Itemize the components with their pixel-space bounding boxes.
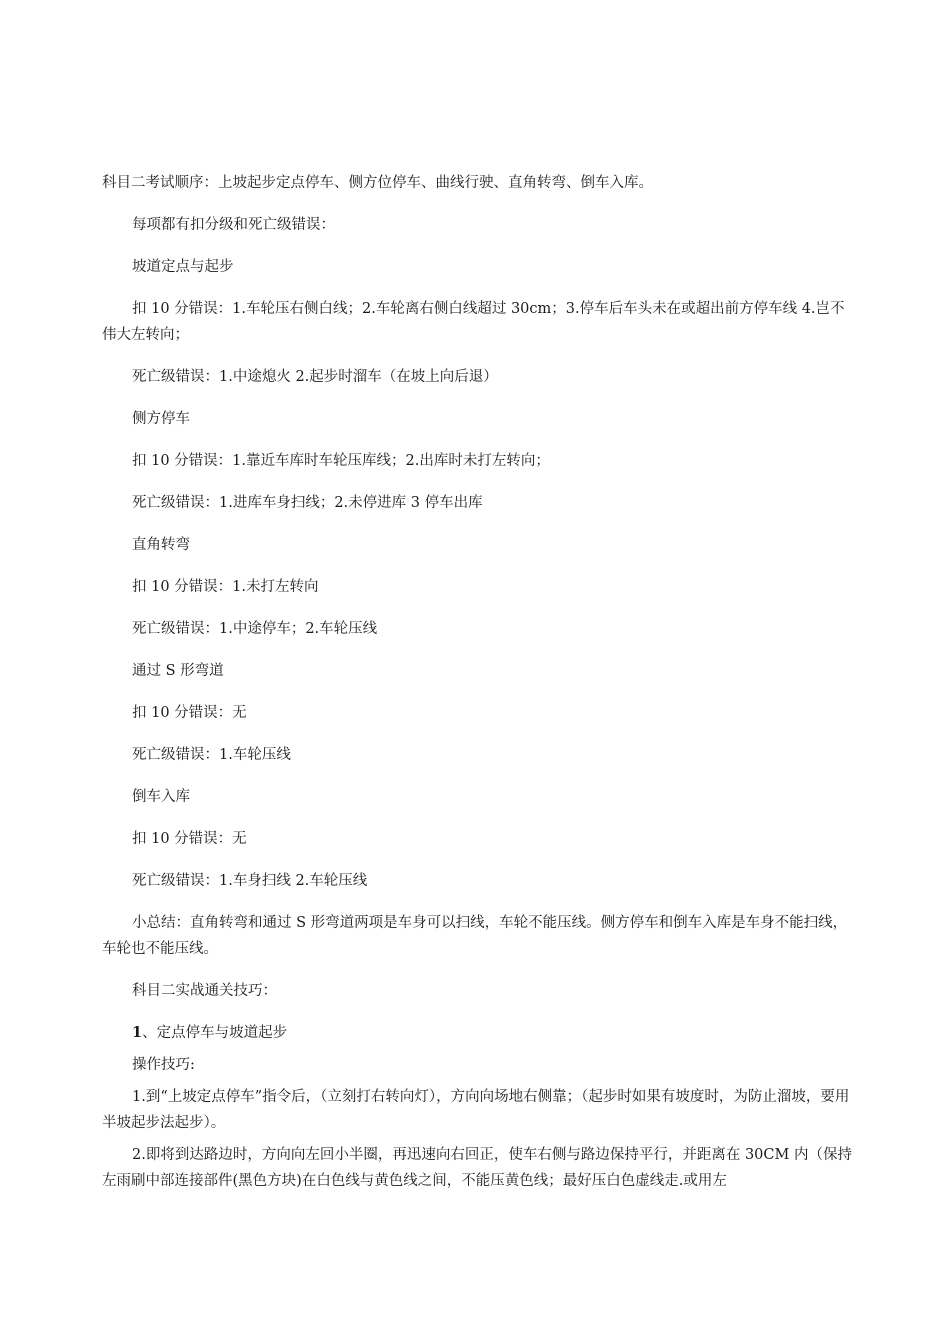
section-1-step-1: 1.到“上坡定点停车”指令后，（立刻打右转向灯），方向向场地右侧靠；（起步时如果有坡度时，为防止溜坡，要用半坡起步法起步）。 — [102, 1089, 850, 1131]
paragraph-s-fatal: 死亡级错误：1.车轮压线 — [132, 747, 291, 763]
paragraph-reverse-deduct: 扣 10 分错误：无 — [132, 831, 247, 847]
paragraph-side-deduct: 扣 10 分错误：1.靠近车库时车轮压库线；2.出库时未打左转向； — [132, 453, 550, 469]
section-1-subheading: 操作技巧: — [132, 1057, 195, 1073]
document-body — [102, 170, 852, 1194]
paragraph-hill-deduct: 扣 10 分错误：1.车轮压右侧白线；2.车轮离右侧白线超过 30cm；3.停车后车头未在或超出前方停车线 4.岂不伟大左转向； — [102, 301, 845, 343]
section-1-title: 、定点停车与坡道起步 — [142, 1025, 288, 1041]
heading-reverse-parking: 倒车入库 — [132, 789, 190, 805]
paragraph-exam-order: 科目二考试顺序：上坡起步定点停车、侧方位停车、曲线行驶、直角转弯、倒车入库。 — [102, 175, 653, 191]
paragraph-side-fatal: 死亡级错误：1.进库车身扫线；2.未停进库 3 停车出库 — [132, 495, 483, 511]
heading-side-parking: 侧方停车 — [132, 411, 190, 427]
paragraph-error-levels: 每项都有扣分级和死亡级错误： — [132, 217, 335, 233]
paragraph-turn-fatal: 死亡级错误：1.中途停车；2.车轮压线 — [132, 621, 378, 637]
paragraph-s-deduct: 扣 10 分错误：无 — [132, 705, 247, 721]
paragraph-reverse-fatal: 死亡级错误：1.车身扫线 2.车轮压线 — [132, 873, 368, 889]
section-1-heading — [102, 1020, 852, 1046]
section-1-number: 1 — [132, 1024, 143, 1041]
paragraph-tips-heading: 科目二实战通关技巧： — [132, 983, 277, 999]
paragraph-turn-deduct: 扣 10 分错误：1.未打左转向 — [132, 579, 319, 595]
heading-s-curve: 通过 S 形弯道 — [132, 663, 224, 679]
paragraph-summary: 小总结：直角转弯和通过 S 形弯道两项是车身可以扫线，车轮不能压线。侧方停车和倒车入库是车身不能扫线，车轮也不能压线。 — [102, 915, 848, 957]
heading-right-angle-turn: 直角转弯 — [132, 537, 190, 553]
paragraph-hill-fatal: 死亡级错误：1.中途熄火 2.起步时溜车（在坡上向后退） — [132, 369, 498, 385]
heading-hill-start: 坡道定点与起步 — [132, 259, 234, 275]
section-1-step-2: 2.即将到达路边时，方向向左回小半圈，再迅速向右回正，使车右侧与路边保持平行，并距离在 30CM 内（保持左雨刷中部连接部件(黑色方块)在白色线与黄色线之间，不能压黄色线；最好压白色虚线走.或用左 — [102, 1147, 852, 1189]
